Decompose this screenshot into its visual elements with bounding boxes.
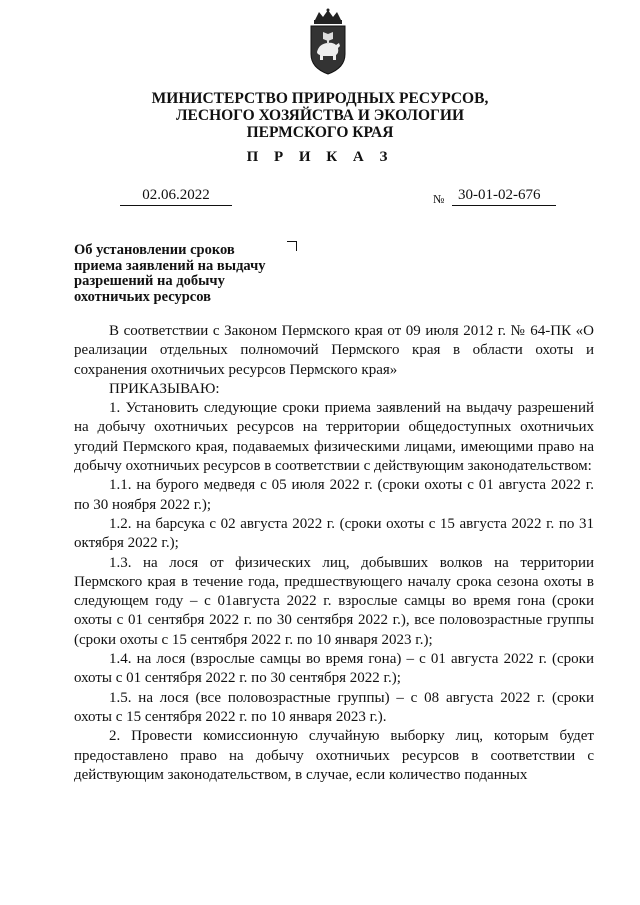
clause-1-2: 1.2. на барсука с 02 августа 2022 г. (сроки охоты с 15 августа 2022 г. по 31 октября 2022 г.); <box>74 515 594 552</box>
ministry-line-1: МИНИСТЕРСТВО ПРИРОДНЫХ РЕСУРСОВ, <box>151 90 489 107</box>
clause-1-4: 1.4. на лося (взрослые самцы во время гона) – с 01 августа 2022 г. (сроки охоты с 01 сентября 2022 г. по 30 сентября 2022 г.); <box>74 651 594 687</box>
preamble-paragraph: В соответствии с Законом Пермского края от 09 июля 2012 г. № 64-ПК «О реализации отдельных полномочий Пермского края в области охоты и сохранения охотничьих ресурсов Пермского края» <box>74 323 594 378</box>
subject-line-4: охотничьих ресурсов <box>74 288 211 305</box>
order-body <box>74 322 594 785</box>
order-number: 30-01-02-676 <box>458 187 541 203</box>
clause-1-5: 1.5. на лося (все половозрастные группы) – с 08 августа 2022 г. (сроки охоты с 15 сентября 2022 г. по 10 января 2023 г.). <box>74 689 594 725</box>
subject-line-3: разрешений на добычу <box>74 273 225 289</box>
number-sign: № <box>433 192 445 206</box>
coat-of-arms-emblem <box>303 8 353 78</box>
subject-corner-mark <box>287 241 297 251</box>
clause-1: 1. Установить следующие сроки приема заявлений на выдачу разрешений на добычу охотничьих ресурсов на территории общедоступных охотничьих угодий Пермского края, подаваемых физическими лицами, имеющими право на добычу охотничьих ресурсов в соответствии с действующим законодательством: <box>74 400 594 475</box>
clause-1-1: 1.1. на бурого медведя с 05 июля 2022 г. (сроки охоты с 01 августа 2022 г. по 30 ноября 2022 г.); <box>74 477 594 513</box>
ministry-name <box>0 90 640 141</box>
clause-2: 2. Провести комиссионную случайную выборку лиц, которым будет предоставлено право на добычу охотничьих ресурсов в соответствии с действующим законодательством, в случае, если количество поданных <box>74 728 594 783</box>
document-type-title: П Р И К А З <box>246 149 394 165</box>
order-date: 02.06.2022 <box>142 187 210 203</box>
number-underline <box>452 205 556 206</box>
subject-line-2: приема заявлений на выдачу <box>74 257 266 274</box>
subject-line-1: Об установлении сроков <box>74 242 235 258</box>
order-subject <box>74 243 284 305</box>
date-underline <box>120 205 232 206</box>
clause-1-3: 1.3. на лося от физических лиц, добывших волков на территории Пермского края в течение года, предшествующего началу срока сезона охоты в следующем году – с 01августа 2022 г. взрослые самцы во время гона (сроки охоты с 01 сентября 2022 г. по 30 сентября 2022 г.), все половозрастные группы (сроки охоты с 15 сентября 2022 г. по 10 января 2023 г.); <box>74 554 594 648</box>
ministry-line-3: ПЕРМСКОГО КРАЯ <box>246 124 394 141</box>
order-keyword: ПРИКАЗЫВАЮ: <box>109 380 220 397</box>
ministry-line-2: ЛЕСНОГО ХОЗЯЙСТВА И ЭКОЛОГИИ <box>175 107 465 124</box>
